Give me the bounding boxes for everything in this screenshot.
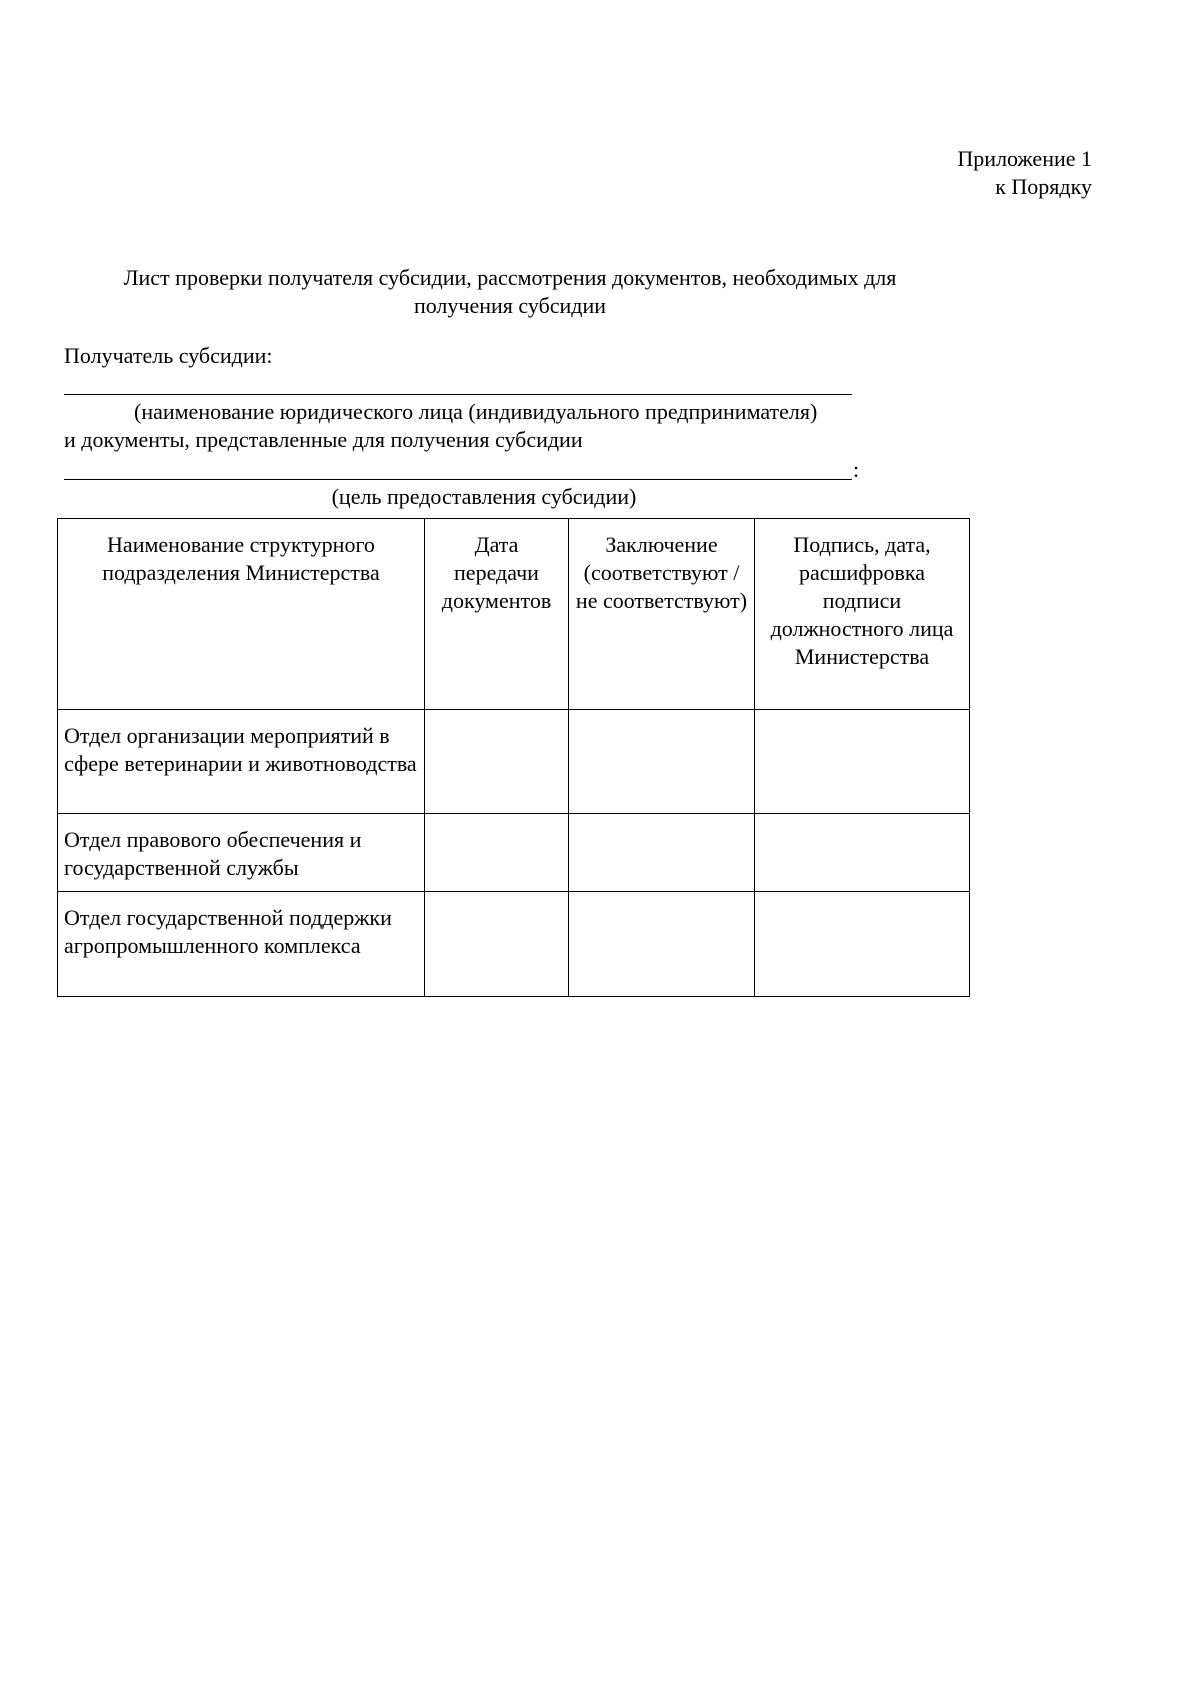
purpose-colon: : <box>853 457 860 482</box>
recipient-label: Получатель субсидии: <box>64 343 273 368</box>
header-signature: Подпись, дата, расшифровка подписи должностного лица Министерства <box>755 519 970 710</box>
documents-text: и документы, представленные для получения субсидии <box>64 427 583 452</box>
table-row <box>58 710 970 814</box>
department-cell: Отдел правового обеспечения и государственной службы <box>58 814 425 892</box>
table-row <box>58 892 970 997</box>
check-table <box>57 518 970 997</box>
document-title-line-1: Лист проверки получателя субсидии, рассмотрения документов, необходимых для <box>123 265 897 290</box>
department-cell: Отдел государственной поддержки агропромышленного комплекса <box>58 892 425 997</box>
signature-cell[interactable] <box>755 814 970 892</box>
table-header-row <box>58 519 970 710</box>
transfer-date-cell[interactable] <box>425 814 569 892</box>
recipient-name-field[interactable] <box>64 394 852 395</box>
document-title <box>70 264 950 320</box>
department-cell: Отдел организации мероприятий в сфере ветеринарии и животноводства <box>58 710 425 814</box>
conclusion-cell[interactable] <box>569 710 755 814</box>
recipient-name-hint: (наименование юридического лица (индивидуального предпринимателя) <box>134 399 818 424</box>
conclusion-cell[interactable] <box>569 814 755 892</box>
header-conclusion: Заключение (соответствуют / не соответствуют) <box>569 519 755 710</box>
subsidy-purpose-hint: (цель предоставления субсидии) <box>331 484 637 509</box>
appendix-number: Приложение 1 <box>957 146 1092 171</box>
signature-cell[interactable] <box>755 710 970 814</box>
transfer-date-cell[interactable] <box>425 892 569 997</box>
appendix-order: к Порядку <box>995 174 1092 199</box>
signature-cell[interactable] <box>755 892 970 997</box>
header-department: Наименование структурного подразделения Министерства <box>58 519 425 710</box>
document-title-line-2: получения субсидии <box>413 293 607 318</box>
header-transfer-date: Дата передачи документов <box>425 519 569 710</box>
appendix-reference <box>957 145 1092 201</box>
transfer-date-cell[interactable] <box>425 710 569 814</box>
table-row <box>58 814 970 892</box>
conclusion-cell[interactable] <box>569 892 755 997</box>
subsidy-purpose-field[interactable] <box>64 479 852 480</box>
